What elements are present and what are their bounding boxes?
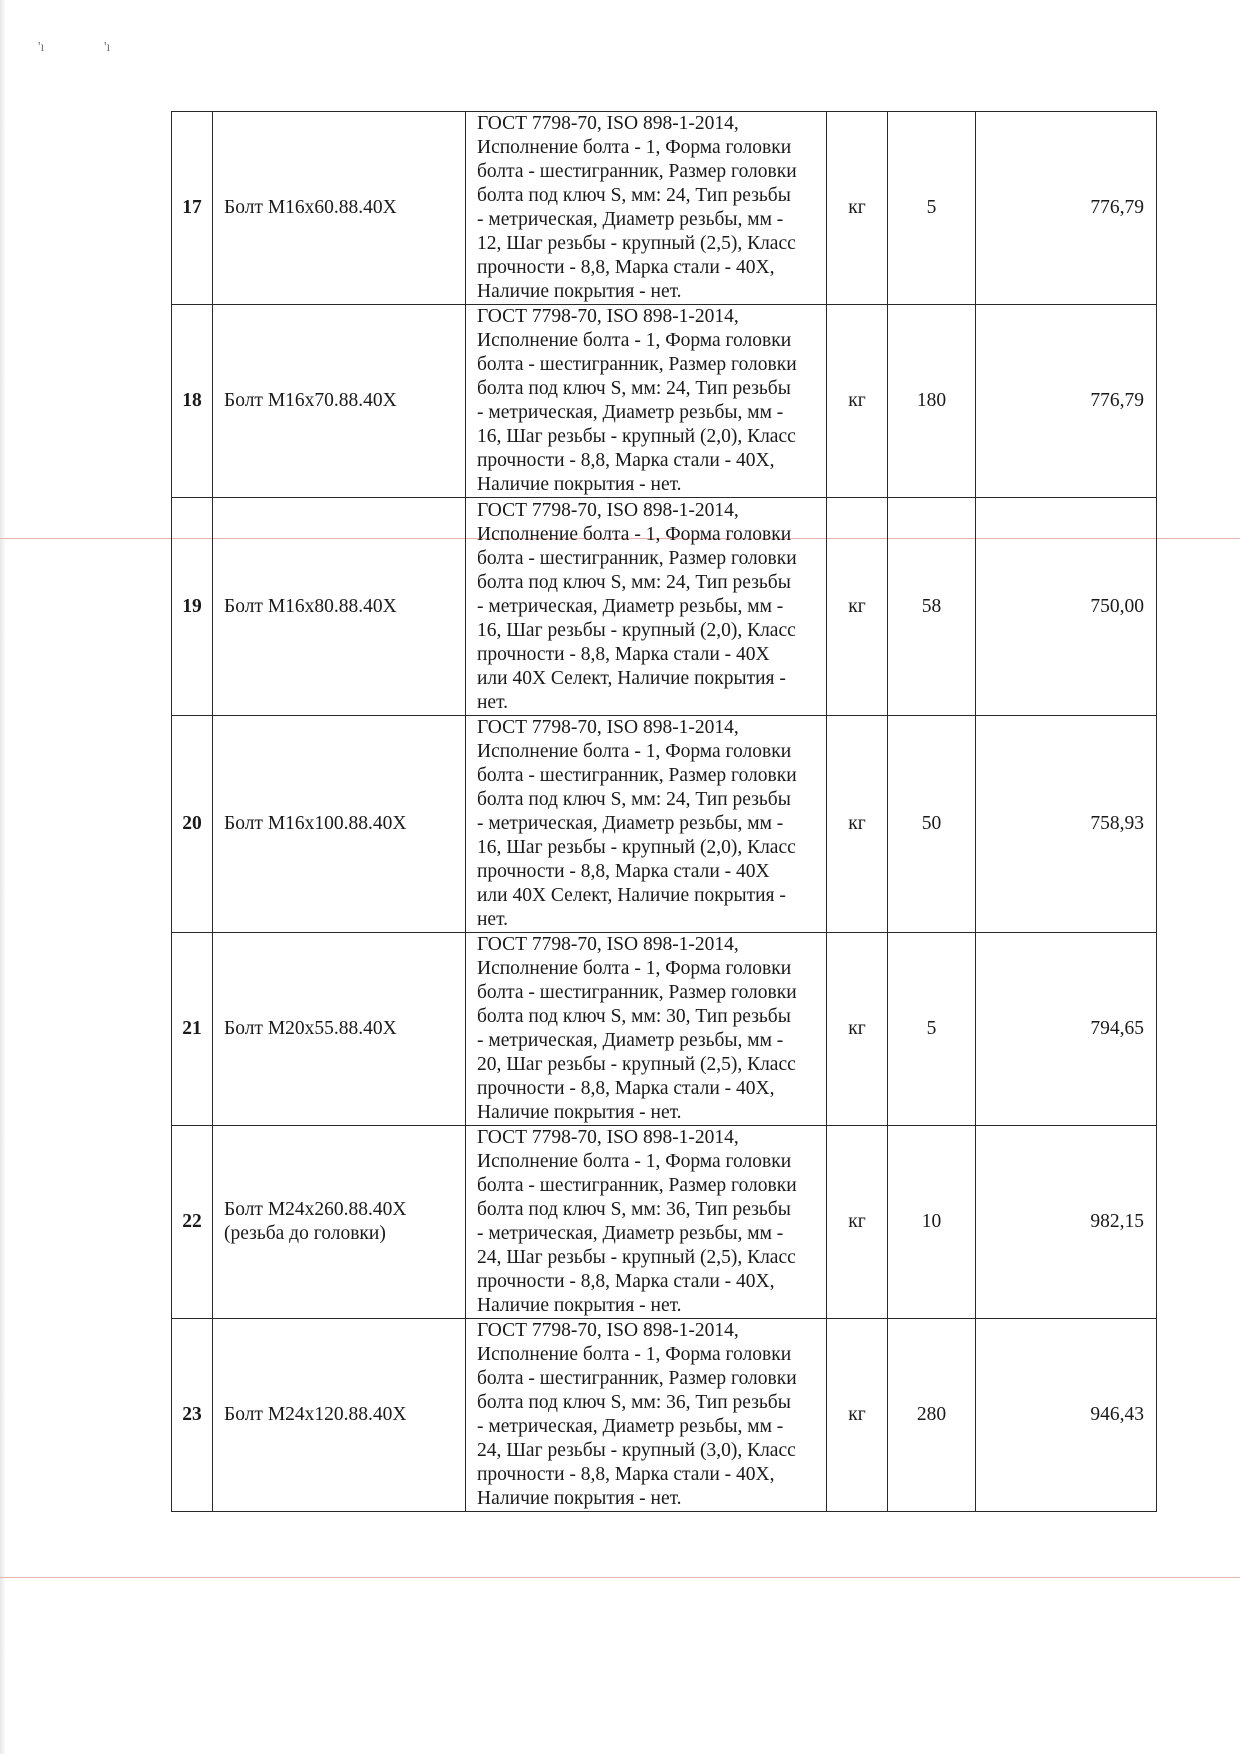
unit-price: 776,79 [976, 305, 1157, 498]
item-name: Болт М16х100.88.40Х [213, 716, 466, 933]
item-description: ГОСТ 7798-70, ISO 898-1-2014, Исполнение болта - 1, Форма головки болта - шестигранник, Размер головки болта под ключ S, мм: 24, Тип резьбы - метрическая, Диаметр резьбы, мм - 16, Шаг резьбы - крупный (2,0), Класс прочности - 8,8, Марка стали - 40Х, Наличие покрытия - нет. [466, 305, 827, 498]
row-number: 19 [172, 498, 213, 716]
unit-of-measure: кг [827, 498, 888, 716]
row-number: 17 [172, 112, 213, 305]
table-row [172, 498, 1157, 716]
scan-red-line [0, 1577, 1240, 1578]
quantity: 10 [888, 1126, 976, 1319]
unit-of-measure: кг [827, 112, 888, 305]
row-number: 18 [172, 305, 213, 498]
unit-price: 758,93 [976, 716, 1157, 933]
item-description: ГОСТ 7798-70, ISO 898-1-2014, Исполнение болта - 1, Форма головки болта - шестигранник, Размер головки болта под ключ S, мм: 24, Тип резьбы - метрическая, Диаметр резьбы, мм - 16, Шаг резьбы - крупный (2,0), Класс прочности - 8,8, Марка стали - 40Х или 40Х Селект, Наличие покрытия - нет. [466, 498, 827, 716]
item-name: Болт М24х260.88.40Х (резьба до головки) [213, 1126, 466, 1319]
item-name: Болт М16х70.88.40Х [213, 305, 466, 498]
row-number: 20 [172, 716, 213, 933]
table-row [172, 305, 1157, 498]
item-name: Болт М20х55.88.40Х [213, 933, 466, 1126]
unit-price: 946,43 [976, 1319, 1157, 1512]
table-row [172, 112, 1157, 305]
unit-price: 794,65 [976, 933, 1157, 1126]
item-description: ГОСТ 7798-70, ISO 898-1-2014, Исполнение болта - 1, Форма головки болта - шестигранник, Размер головки болта под ключ S, мм: 36, Тип резьбы - метрическая, Диаметр резьбы, мм - 24, Шаг резьбы - крупный (2,5), Класс прочности - 8,8, Марка стали - 40Х, Наличие покрытия - нет. [466, 1126, 827, 1319]
quantity: 280 [888, 1319, 976, 1512]
quantity: 58 [888, 498, 976, 716]
table-row [172, 716, 1157, 933]
unit-of-measure: кг [827, 1319, 888, 1512]
scan-artifact: 'ı [38, 40, 45, 55]
unit-of-measure: кг [827, 305, 888, 498]
quantity: 5 [888, 933, 976, 1126]
specification-table [171, 111, 1157, 1512]
item-name: Болт М16х80.88.40Х [213, 498, 466, 716]
scan-artifact: 'ı [104, 40, 111, 55]
unit-of-measure: кг [827, 1126, 888, 1319]
row-number: 22 [172, 1126, 213, 1319]
unit-price: 982,15 [976, 1126, 1157, 1319]
table-body [172, 112, 1157, 1512]
unit-of-measure: кг [827, 716, 888, 933]
item-description: ГОСТ 7798-70, ISO 898-1-2014, Исполнение болта - 1, Форма головки болта - шестигранник, Размер головки болта под ключ S, мм: 36, Тип резьбы - метрическая, Диаметр резьбы, мм - 24, Шаг резьбы - крупный (3,0), Класс прочности - 8,8, Марка стали - 40Х, Наличие покрытия - нет. [466, 1319, 827, 1512]
item-description: ГОСТ 7798-70, ISO 898-1-2014, Исполнение болта - 1, Форма головки болта - шестигранник, Размер головки болта под ключ S, мм: 30, Тип резьбы - метрическая, Диаметр резьбы, мм - 20, Шаг резьбы - крупный (2,5), Класс прочности - 8,8, Марка стали - 40Х, Наличие покрытия - нет. [466, 933, 827, 1126]
item-description: ГОСТ 7798-70, ISO 898-1-2014, Исполнение болта - 1, Форма головки болта - шестигранник, Размер головки болта под ключ S, мм: 24, Тип резьбы - метрическая, Диаметр резьбы, мм - 12, Шаг резьбы - крупный (2,5), Класс прочности - 8,8, Марка стали - 40Х, Наличие покрытия - нет. [466, 112, 827, 305]
quantity: 180 [888, 305, 976, 498]
row-number: 21 [172, 933, 213, 1126]
unit-price: 750,00 [976, 498, 1157, 716]
item-name: Болт М16х60.88.40Х [213, 112, 466, 305]
row-number: 23 [172, 1319, 213, 1512]
table-row [172, 1126, 1157, 1319]
item-name: Болт М24х120.88.40Х [213, 1319, 466, 1512]
quantity: 50 [888, 716, 976, 933]
unit-price: 776,79 [976, 112, 1157, 305]
table-row [172, 933, 1157, 1126]
item-description: ГОСТ 7798-70, ISO 898-1-2014, Исполнение болта - 1, Форма головки болта - шестигранник, Размер головки болта под ключ S, мм: 24, Тип резьбы - метрическая, Диаметр резьбы, мм - 16, Шаг резьбы - крупный (2,0), Класс прочности - 8,8, Марка стали - 40Х или 40Х Селект, Наличие покрытия - нет. [466, 716, 827, 933]
unit-of-measure: кг [827, 933, 888, 1126]
table-row [172, 1319, 1157, 1512]
scan-left-edge [0, 0, 6, 1754]
quantity: 5 [888, 112, 976, 305]
